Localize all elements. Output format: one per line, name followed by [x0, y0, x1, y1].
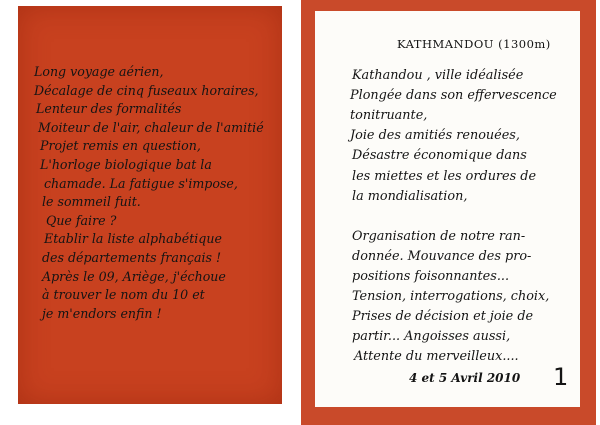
- left-card-line: des départements français !: [42, 250, 222, 265]
- left-card-line: à trouver le nom du 10 et: [42, 287, 205, 303]
- left-card-line: Après le 09, Ariège, j'échoue: [42, 268, 226, 284]
- card-date: 4 et 5 Avril 2010: [409, 371, 521, 385]
- right-card-line: Désastre économique dans: [352, 148, 527, 164]
- right-card-line: Joie des amitiés renouées,: [350, 128, 520, 144]
- left-card: [18, 6, 282, 404]
- right-card-line: Kathandou , ville idéalisée: [352, 68, 524, 83]
- right-card-line: donnée. Mouvance des pro-: [352, 248, 532, 264]
- left-card-line: Projet remis en question,: [40, 138, 201, 154]
- right-card: [301, 0, 596, 425]
- left-card-line: le sommeil fuit.: [42, 194, 141, 210]
- right-card-line: Organisation de notre ran-: [352, 228, 526, 244]
- left-card-line: je m'endors enfin !: [42, 305, 162, 321]
- right-card-line: Plongée dans son effervescence: [350, 88, 557, 104]
- right-card-line: Prises de décision et joie de: [352, 309, 534, 325]
- right-card-line: les miettes et les ordures de: [352, 168, 537, 184]
- right-card-line: Tension, interrogations, choix,: [352, 289, 550, 305]
- right-card-paper: [315, 11, 580, 407]
- left-card-line: chamade. La fatigue s'impose,: [44, 175, 238, 191]
- left-card-line: Moiteur de l'air, chaleur de l'amitié: [38, 119, 264, 135]
- page-number: 1: [553, 363, 569, 391]
- right-card-line: tonitruante,: [350, 108, 428, 124]
- left-card-line: Décalage de cinq fuseaux horaires,: [34, 82, 259, 98]
- left-card-line: L'horloge biologique bat la: [40, 157, 212, 172]
- right-card-line: partir... Angoisses aussi,: [352, 329, 511, 345]
- left-card-line: Lenteur des formalités: [36, 101, 182, 117]
- right-card-line: Attente du merveilleux....: [354, 349, 519, 365]
- left-card-line: Long voyage aérien,: [34, 64, 164, 79]
- right-card-line: la mondialisation,: [352, 188, 468, 204]
- left-card-line: Que faire ?: [46, 212, 117, 228]
- card-title: KATHMANDOU (1300m): [397, 37, 551, 51]
- left-card-line: Etablir la liste alphabétique: [44, 231, 222, 247]
- right-card-line: positions foisonnantes...: [352, 269, 510, 284]
